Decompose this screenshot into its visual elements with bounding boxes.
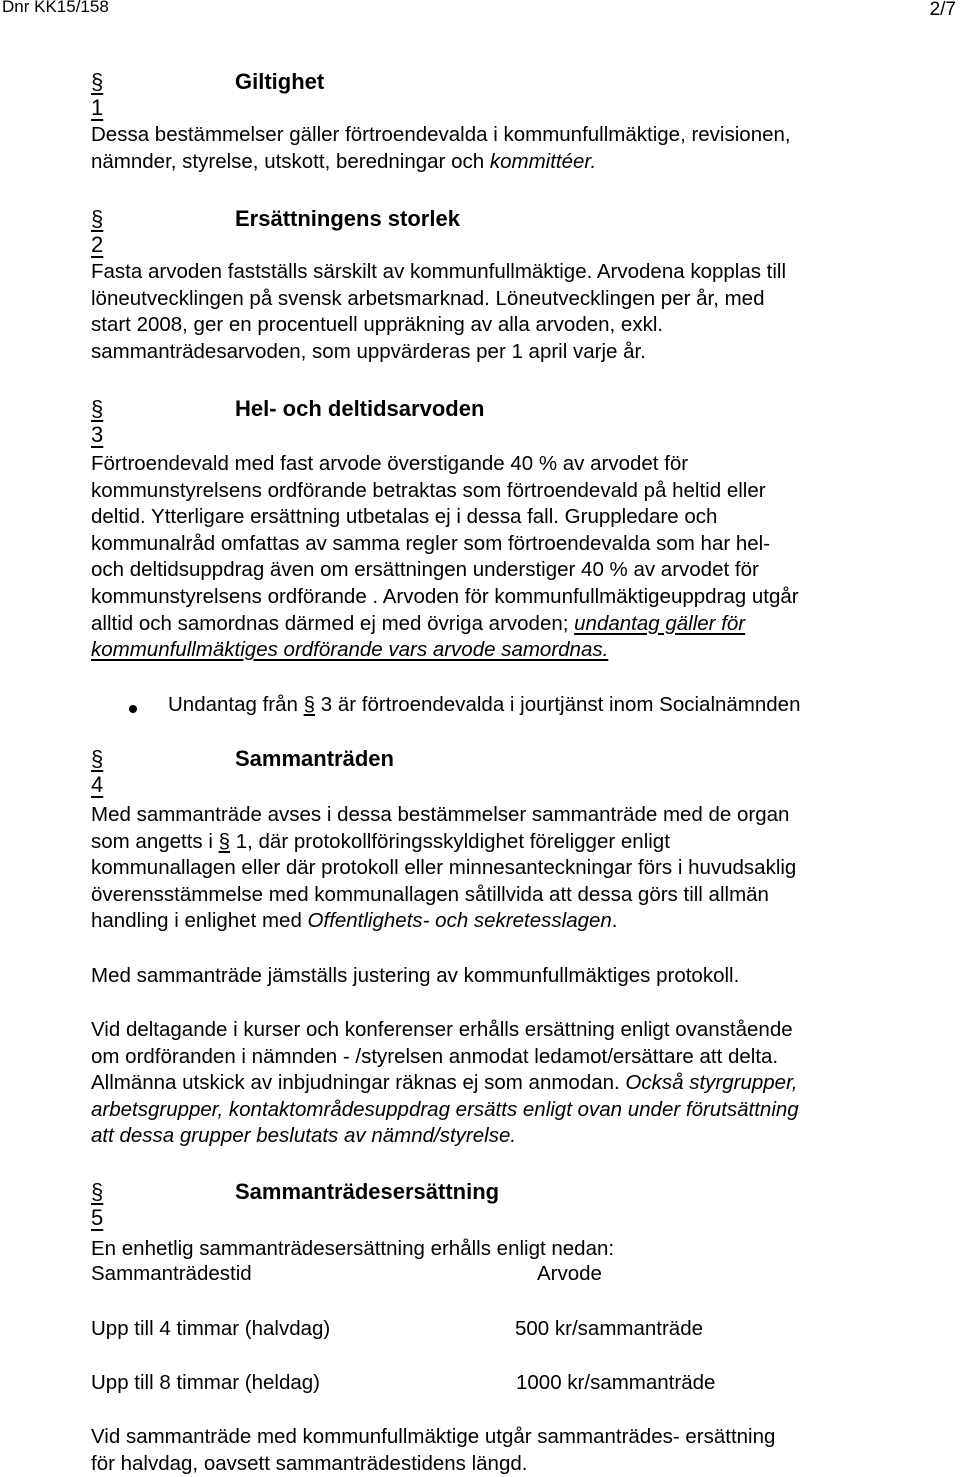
section-5-final-paragraph: Vid sammanträde med kommunfullmäktige utgår sammanträdes- ersättning för halvdag, oavsett sammanträdestidens längd.: [91, 1425, 776, 1475]
table-header-row: [91, 1262, 911, 1290]
section-5-intro: En enhetlig sammanträdesersättning erhålls enligt nedan:: [91, 1237, 615, 1260]
column-header-fee: Arvode: [537, 1262, 602, 1285]
section-4-paragraph-2: Med sammanträde jämställs justering av kommunfullmäktiges protokoll.: [91, 964, 740, 987]
section-number: 4: [91, 772, 104, 797]
section-4-paragraph-1: Med sammanträde avses i dessa bestämmelser sammanträde med de organ som angetts i § 1, där protokollföringsskyldighet föreligger enligt kommunallagen eller där protokoll eller minnesanteckningar förs i huvudsaklig överensstämmelse med kommunallagen såtillvida att dessa görs till allmän handling i enlighet med Offentlighets- och sekretesslagen.: [91, 803, 797, 933]
section-2-text: Fasta arvoden fastställs särskilt av kommunfullmäktige. Arvodena kopplas till löneutvecklingen på svensk arbetsmarknad. Löneutvecklingen per år, med start 2008, ger en procentuell uppräkning av alla arvoden, exkl. sammanträdesarvoden, som uppvärderas per 1 april varje år.: [91, 260, 787, 363]
section-number: 2: [91, 232, 104, 257]
section-4-paragraph-3: Vid deltagande i kurser och konferenser erhålls ersättning enligt ovanstående om ordföranden i nämnden - /styrelsen anmodat ledamot/ersättare att delta. Allmänna utskick av inbjudningar räknas ej som anmodan. Också styrgrupper, arbetsgrupper, kontaktområdesuppdrag ersätts enligt ovan under förutsättning att dessa grupper beslutats av nämnd/styrelse.: [91, 1018, 799, 1148]
paragraph-symbol: § 1: [91, 69, 104, 120]
table-cell-fee: 1000 kr/sammanträde: [516, 1371, 716, 1394]
bullet-list-item: Undantag från § 3 är förtroendevalda i jourtjänst inom Socialnämnden: [91, 693, 911, 723]
paragraph-symbol: § 3: [91, 396, 104, 447]
paragraph-symbol: §: [303, 693, 316, 716]
section-title: Sammanträden: [235, 746, 394, 771]
page-header: [0, 0, 960, 24]
document-id: Dnr KK15/158: [2, 0, 109, 16]
paragraph-symbol: § 4: [91, 746, 104, 797]
section-title: Ersättningens storlek: [235, 206, 460, 231]
page-number: 2/7: [929, 0, 956, 20]
column-header-time: Sammanträdestid: [91, 1262, 252, 1285]
section-title: Sammanträdesersättning: [235, 1179, 500, 1204]
paragraph-symbol: §: [218, 829, 231, 853]
section-title: Giltighet: [235, 69, 325, 94]
table-cell-time: Upp till 4 timmar (halvdag): [91, 1317, 331, 1340]
table-row: [91, 1317, 911, 1345]
bullet-dot-icon: [129, 705, 137, 713]
section-number: 1: [91, 95, 104, 120]
section-title: Hel- och deltidsarvoden: [235, 396, 485, 421]
table-cell-fee: 500 kr/sammanträde: [515, 1317, 704, 1340]
paragraph-symbol: § 2: [91, 206, 104, 257]
section-number: 5: [91, 1205, 104, 1230]
section-number: 3: [91, 422, 104, 447]
section-3-text: Förtroendevald med fast arvode överstigande 40 % av arvodet för kommunstyrelsens ordförande betraktas som förtroendevald på heltid eller deltid. Ytterligare ersättning utbetalas ej i dessa fall. Gruppledare och kommunalråd omfattas av samma regler som förtroendevalda som har hel- och deltidsuppdrag även om ersättningen understiger 40 % av arvodet för kommunstyrelsens ordförande . Arvoden för kommunfullmäktigeuppdrag utgår alltid och samordnas därmed ej med övriga arvoden; undantag gäller för kommunfullmäktiges ordförande vars arvode samordnas.: [91, 452, 799, 662]
table-cell-time: Upp till 8 timmar (heldag): [91, 1371, 320, 1394]
paragraph-symbol: § 5: [91, 1179, 104, 1230]
table-row: [91, 1371, 911, 1399]
section-1-text: Dessa bestämmelser gäller förtroendevalda i kommunfullmäktige, revisionen, nämnder, styrelse, utskott, beredningar och kommittéer.: [91, 123, 791, 173]
